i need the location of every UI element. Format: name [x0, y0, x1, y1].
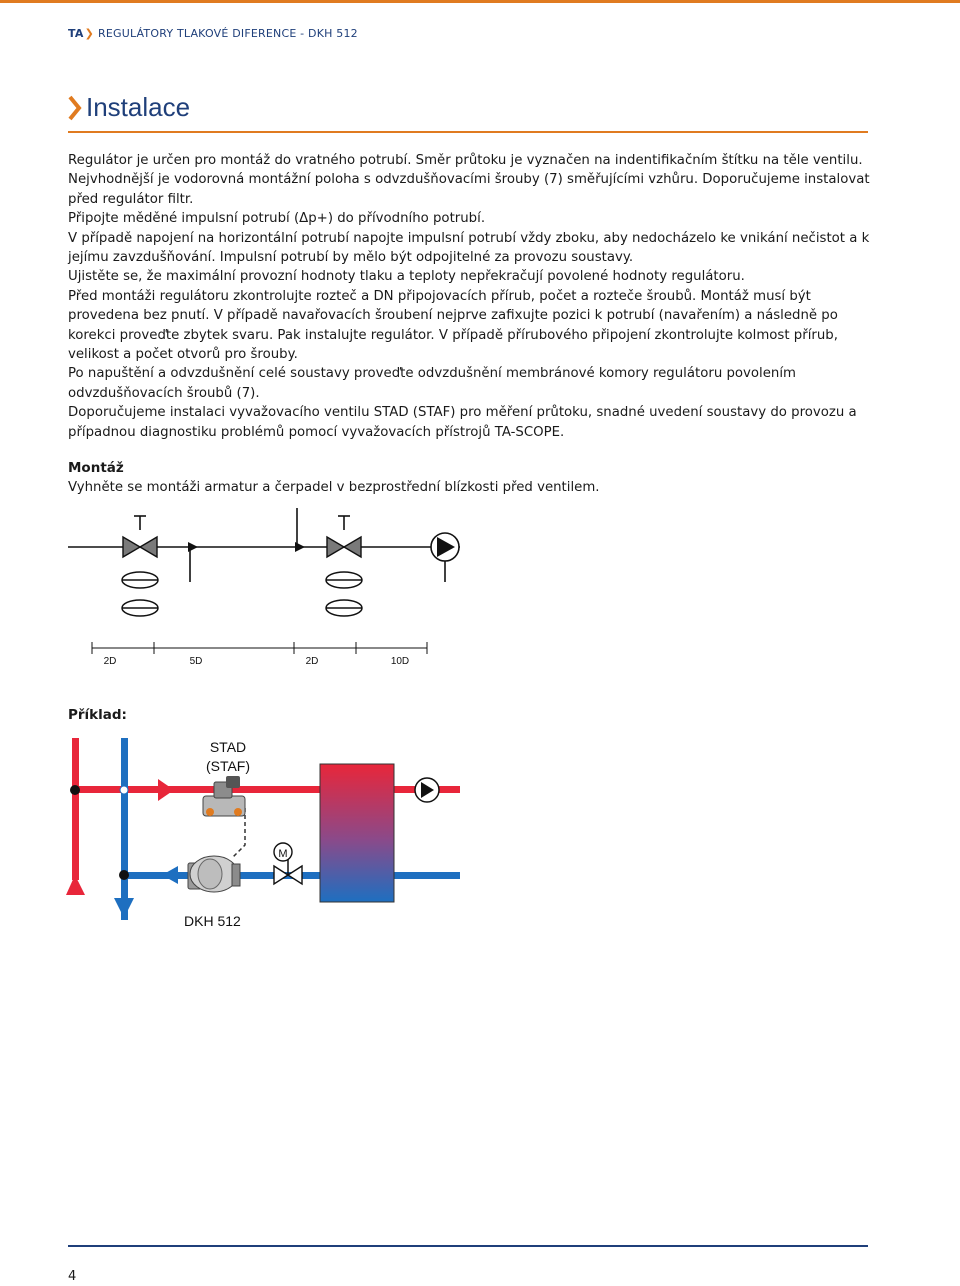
distance-label: 2D — [305, 656, 319, 667]
paragraph: Doporučujeme instalaci vyvažovacího ventilu STAD (STAF) pro měření průtoku, snadné uvedení soustavy do provozu a případnou diagnostiku problémů pomocí vyvažovacích přístrojů TA-SCOPE. — [68, 405, 857, 440]
brand-logo: TA — [68, 27, 84, 40]
page-title: Instalace — [86, 92, 191, 122]
pump-icon — [415, 778, 439, 802]
heat-exchanger — [320, 764, 394, 902]
footer-rule — [68, 1245, 868, 1247]
example-heading: Příklad: — [68, 707, 127, 723]
paragraph: Ujistěte se, že maximální provozní hodnoty tlaku a teploty nepřekračují povolené hodnoty regulátoru. — [68, 269, 745, 285]
distance-label: 2D — [103, 656, 117, 667]
stad-valve-icon — [203, 776, 245, 816]
dkh-label: DKH 512 — [184, 913, 241, 929]
stad-label-secondary: (STAF) — [205, 758, 251, 774]
motor-label: M — [278, 848, 288, 860]
dkh-512-regulator-icon — [188, 856, 240, 892]
paragraph: V případě napojení na horizontální potrubí napojte impulsní potrubí vždy zboku, aby nedocházelo ke vnikání nečistot a k jejímu zavzdušňování. Impulsní potrubí by mělo být odpojitelné za provozu soustavy. — [68, 230, 870, 266]
page-number: 4 — [68, 1269, 77, 1284]
paragraph: Před montáži regulátoru zkontrolujte rozteč a DN připojovacích přírub, počet a rozteče šroubů. Montáž musí být provedena bez pnutí. V případě navařovacích šroubení nejprve zafixujte pozici k potrubí (navařením) a následně po korekci proveďte zbytek svaru. Pak instalujte regulátor. V případě přírubového připojení zkontrolujte kolmost přírub, velikost a počet otvorů pro šrouby. — [68, 288, 838, 363]
distance-label: 5D — [189, 656, 203, 667]
return-pipe — [114, 738, 460, 920]
chevron-right-icon: ❯ — [84, 27, 94, 40]
mounting-heading: Montáž — [68, 460, 124, 476]
paragraph: Regulátor je určen pro montáž do vratného potrubí. Směr průtoku je vyznačen na indentifikačním štítku na těle ventilu. Nejvhodnější je vodorovná montážní poloha s odvzdušňovacími šrouby (7) směřujícími vzhůru. Doporučujeme instalovat před regulátor filtr. — [68, 153, 870, 207]
distance-label: 10D — [390, 656, 410, 667]
running-header-title: REGULÁTORY TLAKOVÉ DIFERENCE - DKH 512 — [98, 27, 358, 40]
mounting-text: Vyhněte se montáži armatur a čerpadel v bezprostřední blízkosti před ventilem. — [68, 480, 600, 495]
paragraph: Připojte měděné impulsní potrubí (Δp+) do přívodního potrubí. — [68, 211, 486, 227]
stad-label: STAD — [209, 739, 247, 755]
paragraph: Po napuštění a odvzdušnění celé soustavy proveďte odvzdušnění membránové komory regulátoru povolením odvzdušňovacích šroubů (7). — [68, 366, 797, 401]
